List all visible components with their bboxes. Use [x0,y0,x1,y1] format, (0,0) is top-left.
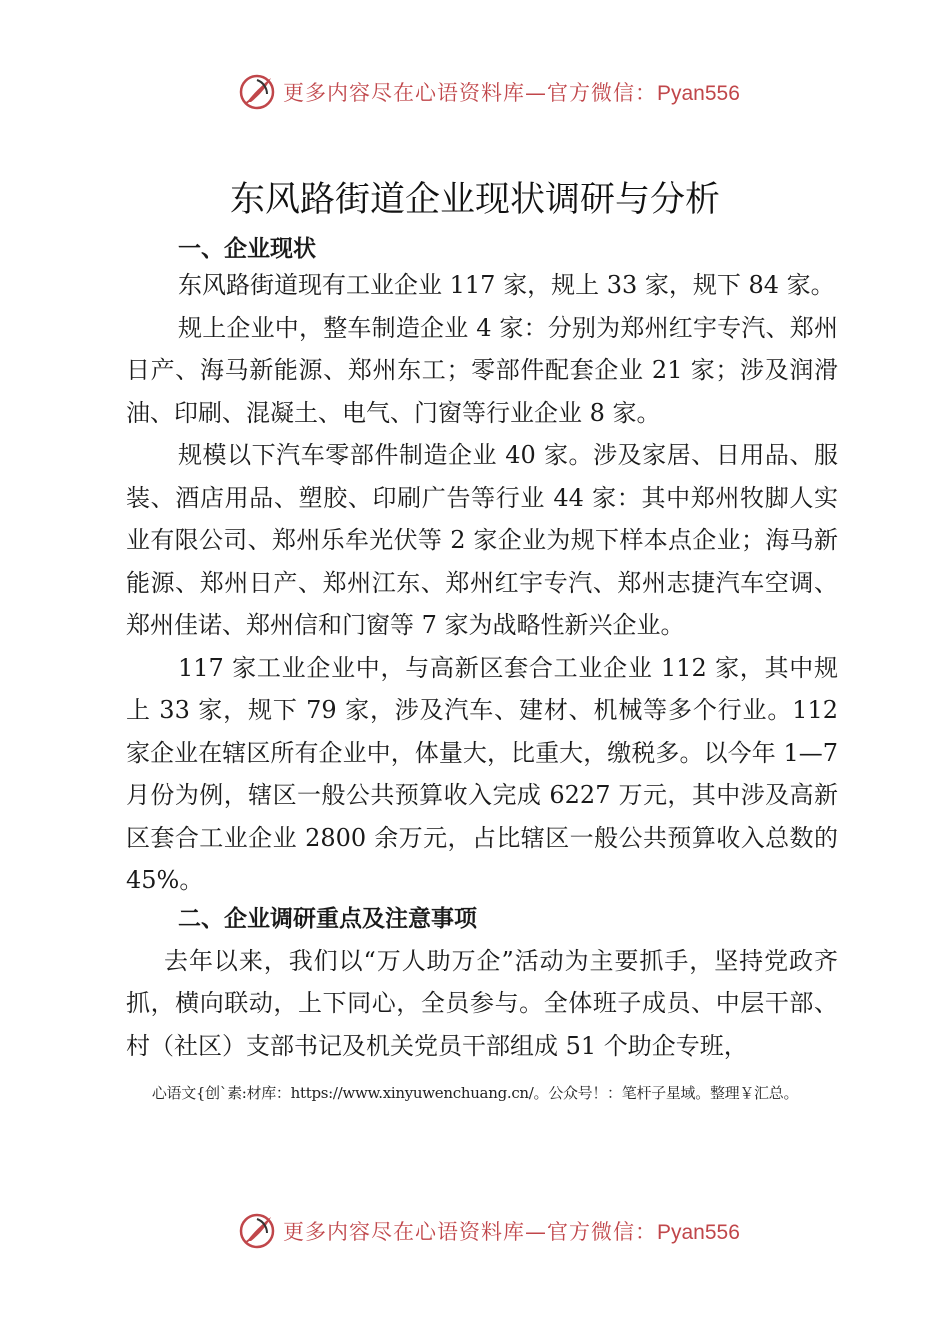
quill-logo-icon [237,72,277,112]
document-title: 东风路街道企业现状调研与分析 [229,180,720,220]
footer-wechat-handle: Pyan556 [657,1221,740,1244]
header-banner-text: 更多内容尽在心语资料库—官方微信：Pyan556 [283,81,740,105]
footer-banner [237,1211,740,1251]
paragraph: 去年以来，我们以“万人助万企”活动为主要抓手，坚持党政齐抓，横向联动，上下同心，全员参与。全体班子成员、中层干部、村（社区）支部书记及机关党员干部组成 51 个助企专班， [126,946,838,1060]
header-banner [237,72,740,112]
section-heading-1: 一、企业现状 [178,236,316,262]
paragraph: 规模以下汽车零部件制造企业 40 家。涉及家居、日用品、服装、酒店用品、塑胶、印刷广告等行业 44 家：其中郑州牧脚人实业有限公司、郑州乐牟光伏等 2 家企业为规下样本点企业；海马新能源、郑州日产、郑州江东、郑州红宇专汽、郑州志捷汽车空调、郑州佳诺、郑州信和门窗等 7 家为战略性新兴企业。 [126,441,838,639]
document-body [126,234,838,1067]
paragraph: 117 家工业企业中，与高新区套合工业企业 112 家，其中规上 33 家，规下 79 家，涉及汽车、建材、机械等多个行业。112 家企业在辖区所有企业中，体量大，比重大，缴税多。以今年 1—7 月份为例，辖区一般公共预算收入完成 6227 万元，其中涉及高新区套合工业企业 2800 余万元，占比辖区一般公共预算收入总数的 45%。 [126,653,838,894]
quill-logo-icon [237,1211,277,1251]
header-wechat-handle: Pyan556 [657,82,740,105]
paragraph: 东风路街道现有工业企业 117 家，规上 33 家，规下 84 家。 [178,271,835,299]
section-heading-2: 二、企业调研重点及注意事项 [178,905,477,932]
paragraph: 规上企业中，整车制造企业 4 家：分别为郑州红宇专汽、郑州日产、海马新能源、郑州东工；零部件配套企业 21 家；涉及润滑油、印刷、混凝土、电气、门窗等行业企业 8 家。 [126,313,838,427]
source-footnote: 心语文{创`素:材库：https://www.xinyuwenchuang.cn/。公众号！：笔杆子星域。整理￥汇总。 [151,1084,799,1102]
footer-banner-text: 更多内容尽在心语资料库—官方微信：Pyan556 [283,1220,740,1244]
